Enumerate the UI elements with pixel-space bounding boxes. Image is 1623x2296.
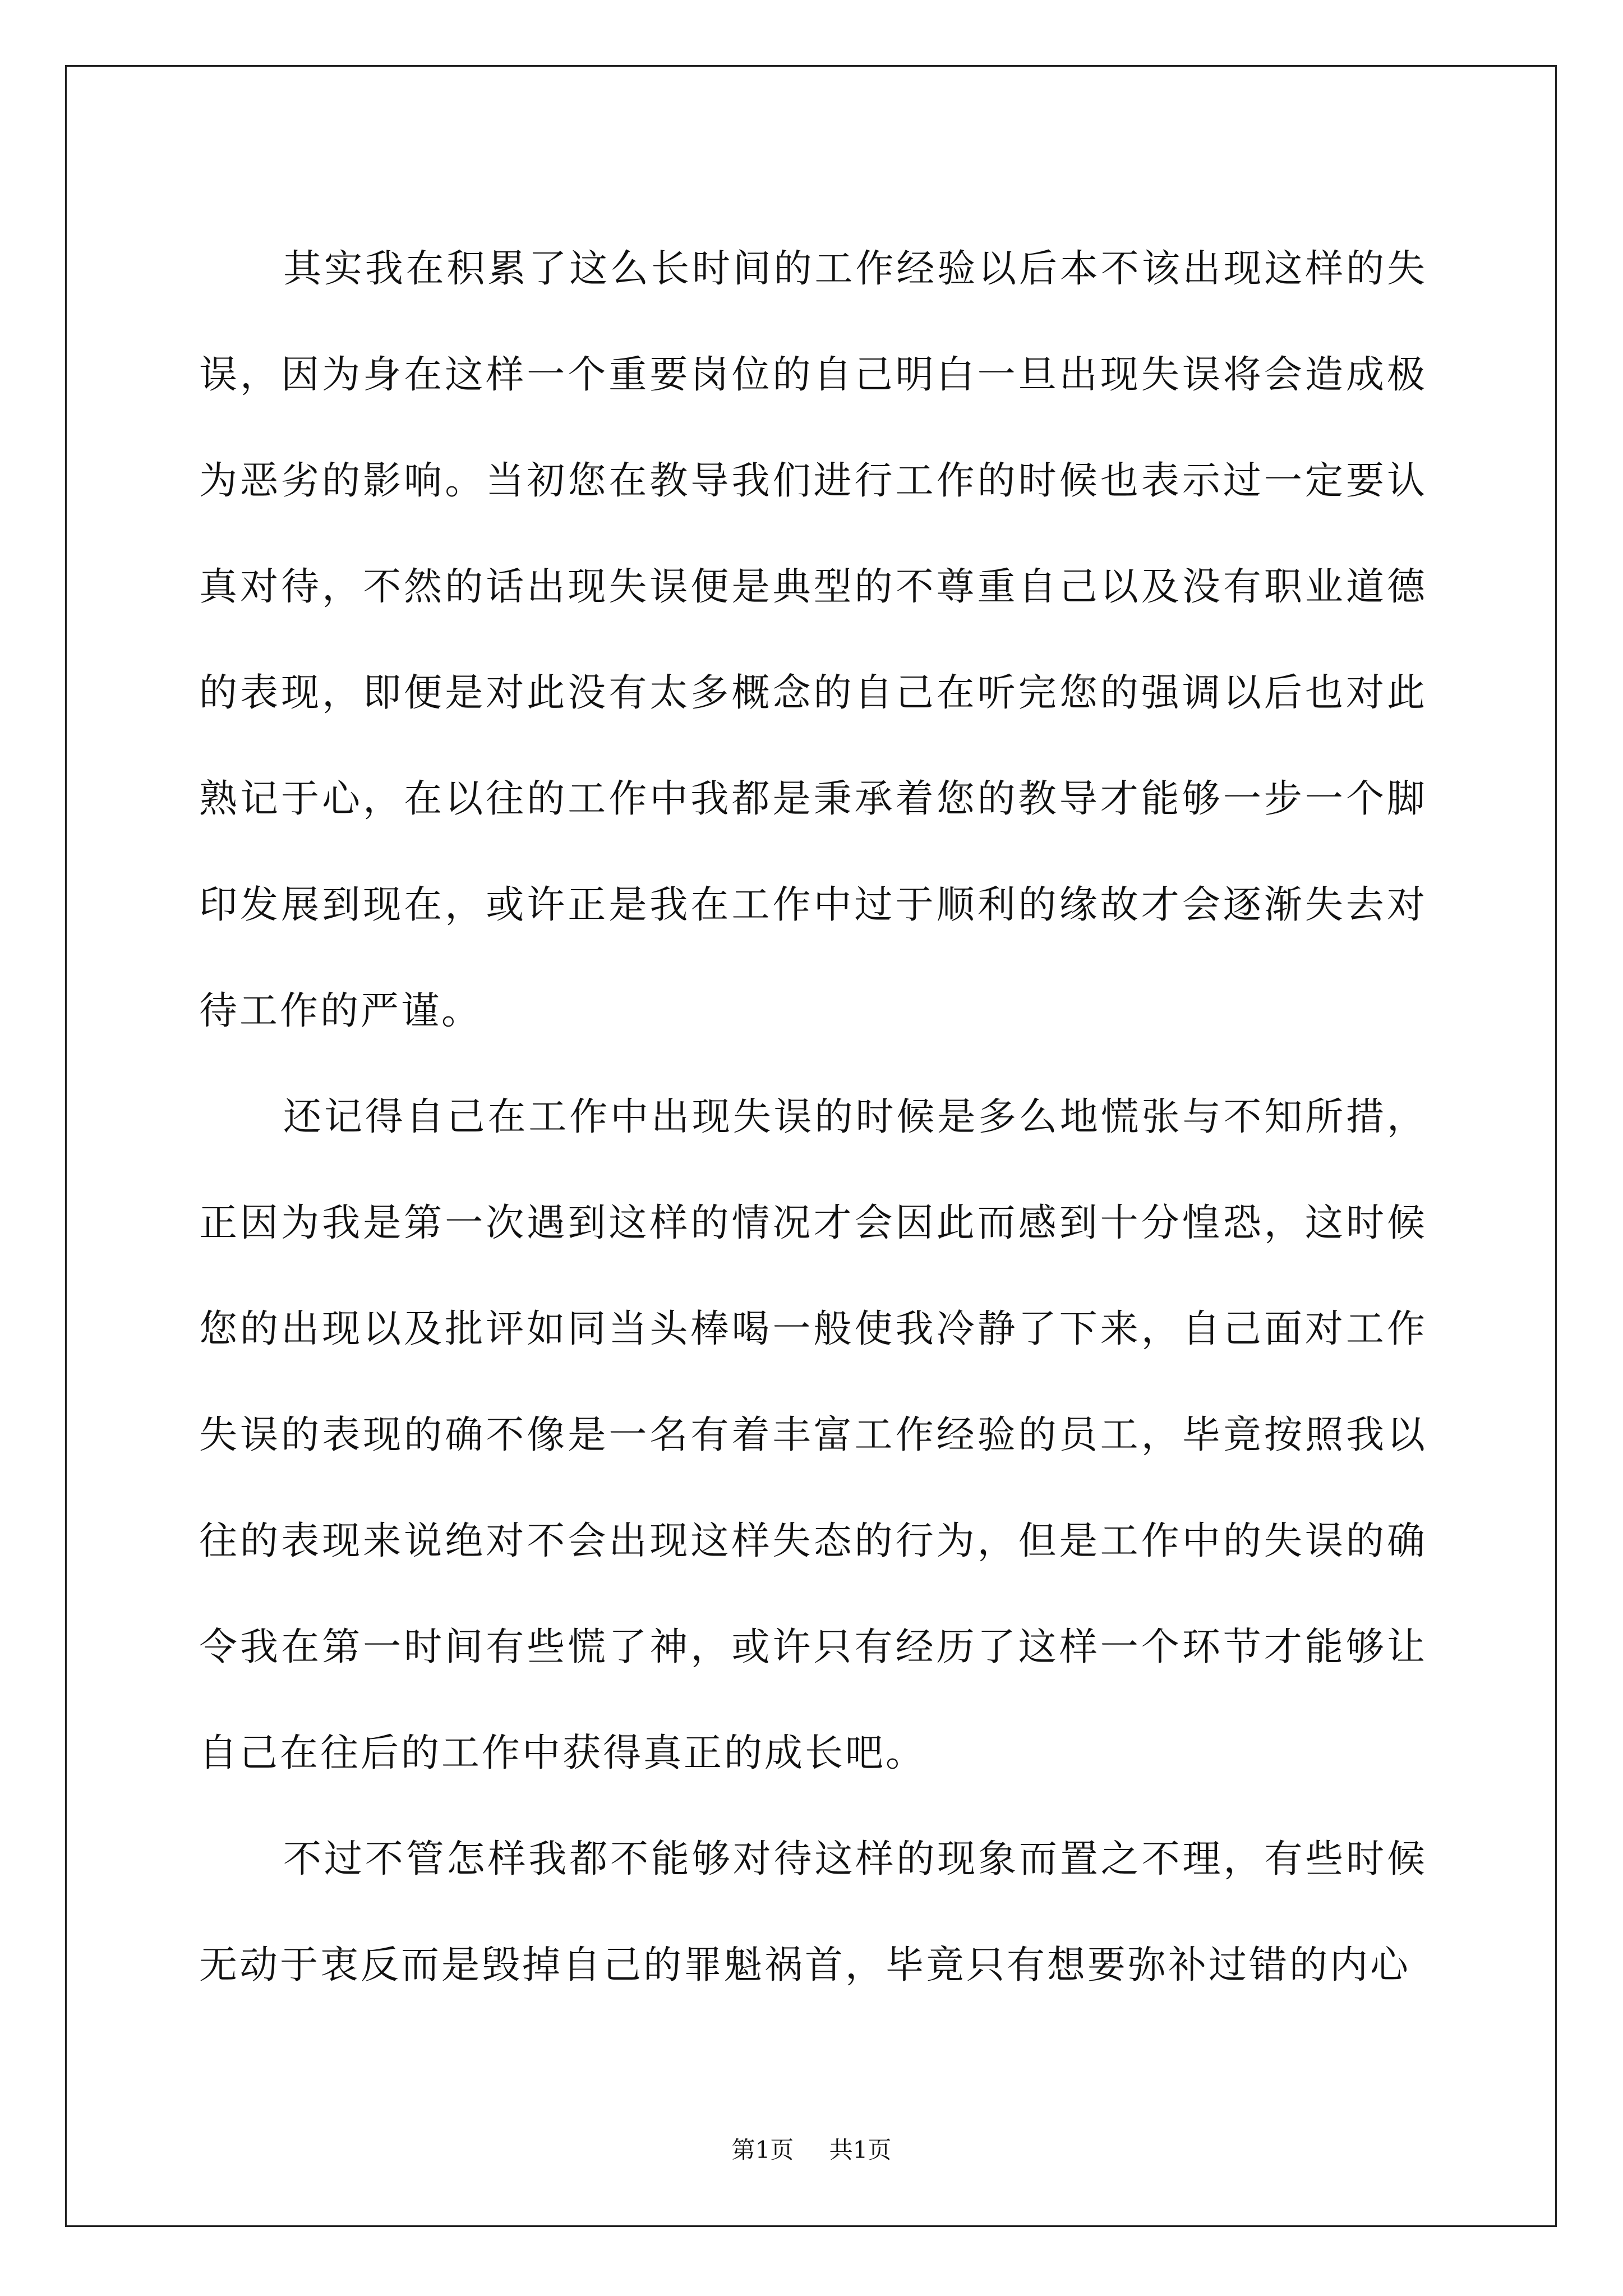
paragraph-2: 还记得自己在工作中出现失误的时候是多么地慌张与不知所措，正因为我是第一次遇到这样的情况才会因此而感到十分惶恐，这时候您的出现以及批评如同当头棒喝一般使我冷静了下来，自己面对工作失误的表现的确不像是一名有着丰富工作经验的员工，毕竟按照我以往的表现来说绝对不会出现这样失态的行为，但是工作中的失误的确令我在第一时间有些慌了神，或许只有经历了这样一个环节才能够让自己在往后的工作中获得真正的成长吧。 <box>199 1095 1427 1775</box>
page-footer <box>0 2132 1623 2165</box>
document-body <box>199 216 1427 2018</box>
page-number: 第1页 <box>731 2136 794 2164</box>
paragraph-3: 不过不管怎样我都不能够对待这样的现象而置之不理，有些时候无动于衷反而是毁掉自己的罪魁祸首，毕竟只有想要弥补过错的内心 <box>199 1837 1427 1987</box>
page-total: 共1页 <box>829 2136 892 2164</box>
paragraph-1: 其实我在积累了这么长时间的工作经验以后本不该出现这样的失误，因为身在这样一个重要岗位的自己明白一旦出现失误将会造成极为恶劣的影响。当初您在教导我们进行工作的时候也表示过一定要认真对待，不然的话出现失误便是典型的不尊重自己以及没有职业道德的表现，即便是对此没有太多概念的自己在听完您的强调以后也对此熟记于心，在以往的工作中我都是秉承着您的教导才能够一步一个脚印发展到现在，或许正是我在工作中过于顺利的缘故才会逐渐失去对待工作的严谨。 <box>199 247 1427 1033</box>
